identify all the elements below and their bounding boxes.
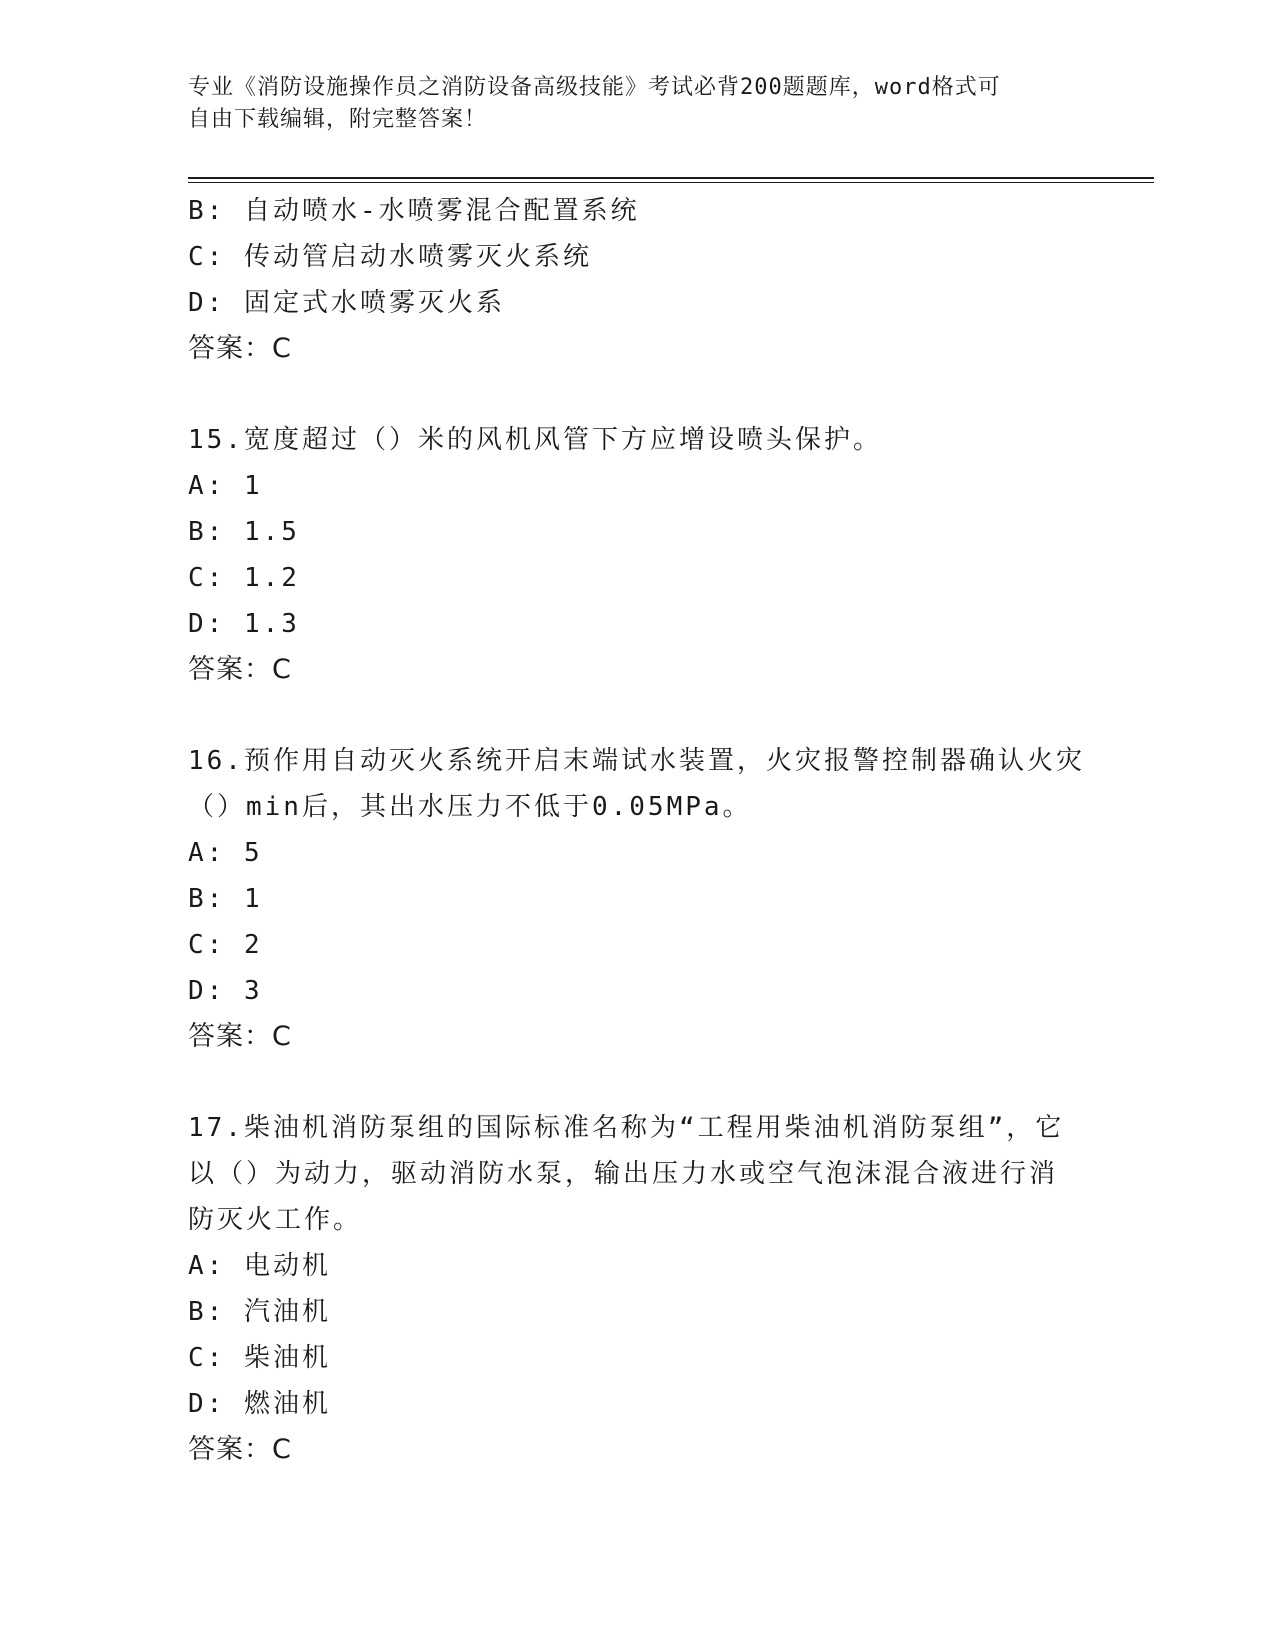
spacer [188,1060,1088,1105]
option-c: C: 2 [188,930,263,960]
option-a: A: 电动机 [188,1251,331,1281]
page-header [188,72,1068,136]
answer: 答案：C [188,654,292,685]
answer: 答案：C [188,333,292,364]
option-c: C: 1.2 [188,563,300,593]
option-d: D: 燃油机 [188,1389,331,1419]
option-d: D: 固定式水喷雾灭火系 [188,288,505,318]
header-divider-thin [188,182,1154,183]
continued-question [188,188,1088,372]
question-text: （）min后，其出水压力不低于0.05MPa。 [188,792,752,822]
option-b: B: 1.5 [188,517,300,547]
question-list [188,188,1088,1473]
option-c: C: 柴油机 [188,1343,331,1373]
option-b: B: 自动喷水-水喷雾混合配置系统 [188,196,640,226]
question-text: 17.柴油机消防泵组的国际标准名称为“工程用柴油机消防泵组”，它 [188,1113,1065,1143]
question-text: 以（）为动力，驱动消防水泵，输出压力水或空气泡沫混合液进行消 [188,1159,1059,1189]
question-16 [188,738,1088,1060]
question-text: 防灭火工作。 [188,1205,363,1235]
question-text: 16.预作用自动灭火系统开启末端试水装置，火灾报警控制器确认火灾 [188,746,1085,776]
option-c: C: 传动管启动水喷雾灭火系统 [188,242,592,272]
header-divider [188,177,1154,179]
spacer [188,693,1088,738]
option-b: B: 1 [188,884,263,914]
spacer [188,372,1088,417]
question-15 [188,417,1088,693]
option-d: D: 3 [188,976,263,1006]
option-a: A: 1 [188,471,263,501]
answer: 答案：C [188,1434,292,1465]
option-a: A: 5 [188,838,263,868]
option-b: B: 汽油机 [188,1297,331,1327]
header-line-1: 专业《消防设施操作员之消防设备高级技能》考试必背200题题库，word格式可 [188,75,1001,100]
question-text: 15.宽度超过（）米的风机风管下方应增设喷头保护。 [188,425,882,455]
question-17 [188,1105,1088,1473]
header-line-2: 自由下载编辑，附完整答案！ [188,107,488,132]
answer: 答案：C [188,1021,292,1052]
option-d: D: 1.3 [188,609,300,639]
